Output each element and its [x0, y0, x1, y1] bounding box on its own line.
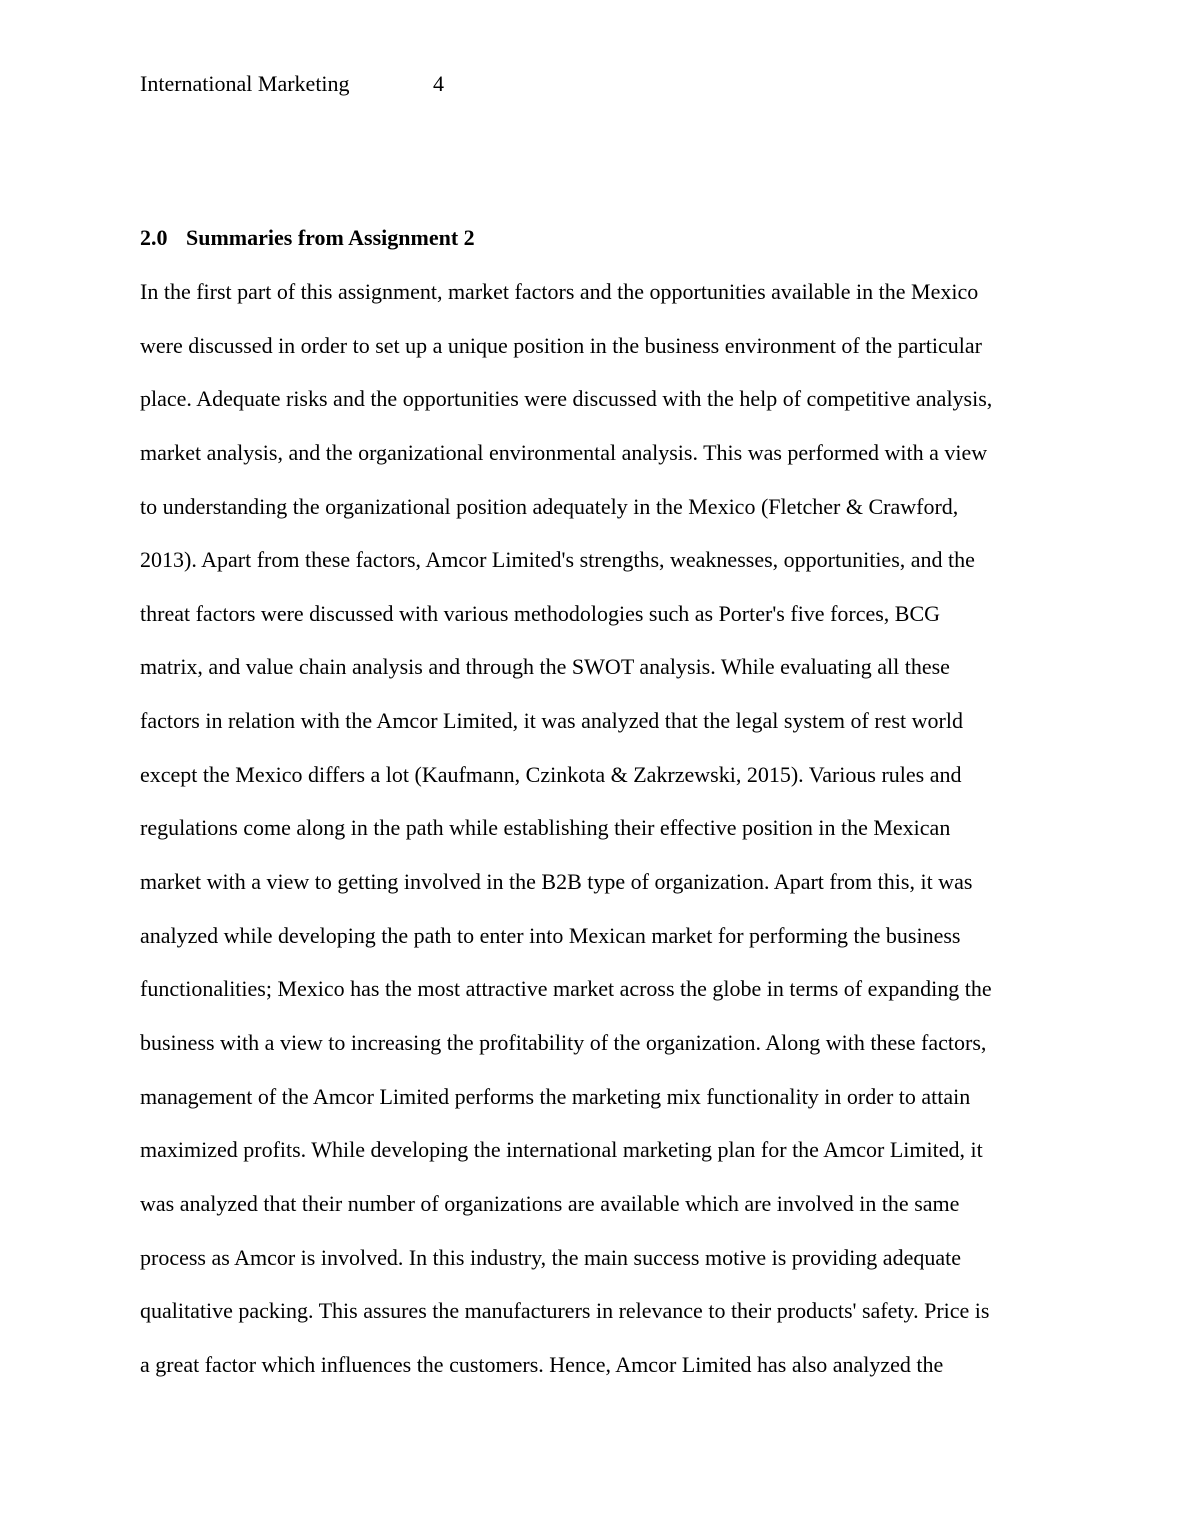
paragraph-line: functionalities; Mexico has the most attractive market across the globe in terms of expanding the	[140, 976, 992, 1002]
paragraph-line: to understanding the organizational position adequately in the Mexico (Fletcher & Crawford,	[140, 493, 959, 519]
paragraph-line: factors in relation with the Amcor Limited, it was analyzed that the legal system of rest world	[140, 708, 963, 734]
paragraph-line: qualitative packing. This assures the manufacturers in relevance to their products' safety. Price is	[140, 1298, 990, 1324]
paragraph-line: place. Adequate risks and the opportunities were discussed with the help of competitive analysis,	[140, 386, 993, 412]
paragraph-line: maximized profits. While developing the international marketing plan for the Amcor Limited, it	[140, 1137, 983, 1163]
paragraph-line: threat factors were discussed with various methodologies such as Porter's five forces, BCG	[140, 600, 941, 626]
paragraph-line: except the Mexico differs a lot (Kaufmann, Czinkota & Zakrzewski, 2015). Various rules and	[140, 761, 962, 787]
paragraph-line: analyzed while developing the path to enter into Mexican market for performing the business	[140, 922, 961, 948]
section-number: 2.0	[140, 225, 168, 250]
body-paragraph	[140, 275, 1060, 1401]
paragraph-line: regulations come along in the path while establishing their effective position in the Mexican	[140, 815, 951, 841]
paragraph-line: management of the Amcor Limited performs the marketing mix functionality in order to attain	[140, 1083, 971, 1109]
paragraph-line: In the first part of this assignment, market factors and the opportunities available in the Mexico	[140, 279, 979, 304]
paragraph-line: process as Amcor is involved. In this industry, the main success motive is providing adequate	[140, 1244, 961, 1270]
paragraph-line: a great factor which influences the customers. Hence, Amcor Limited has also analyzed the	[140, 1351, 944, 1377]
paragraph-line: market analysis, and the organizational environmental analysis. This was performed with a view	[140, 439, 988, 465]
paragraph-line: market with a view to getting involved in the B2B type of organization. Apart from this, it was	[140, 869, 973, 895]
paragraph-line: matrix, and value chain analysis and through the SWOT analysis. While evaluating all these	[140, 654, 950, 680]
header-title: International Marketing	[140, 71, 350, 96]
paragraph-line: were discussed in order to set up a unique position in the business environment of the particular	[140, 332, 982, 358]
paragraph-line: was analyzed that their number of organizations are available which are involved in the same	[140, 1190, 960, 1216]
running-header	[140, 69, 444, 99]
page-number: 4	[433, 71, 444, 96]
paragraph-line: business with a view to increasing the profitability of the organization. Along with these factors,	[140, 1029, 987, 1055]
section-title: Summaries from Assignment 2	[186, 225, 475, 250]
paragraph-line: 2013). Apart from these factors, Amcor Limited's strengths, weaknesses, opportunities, and the	[140, 547, 975, 573]
section-heading	[140, 223, 475, 253]
